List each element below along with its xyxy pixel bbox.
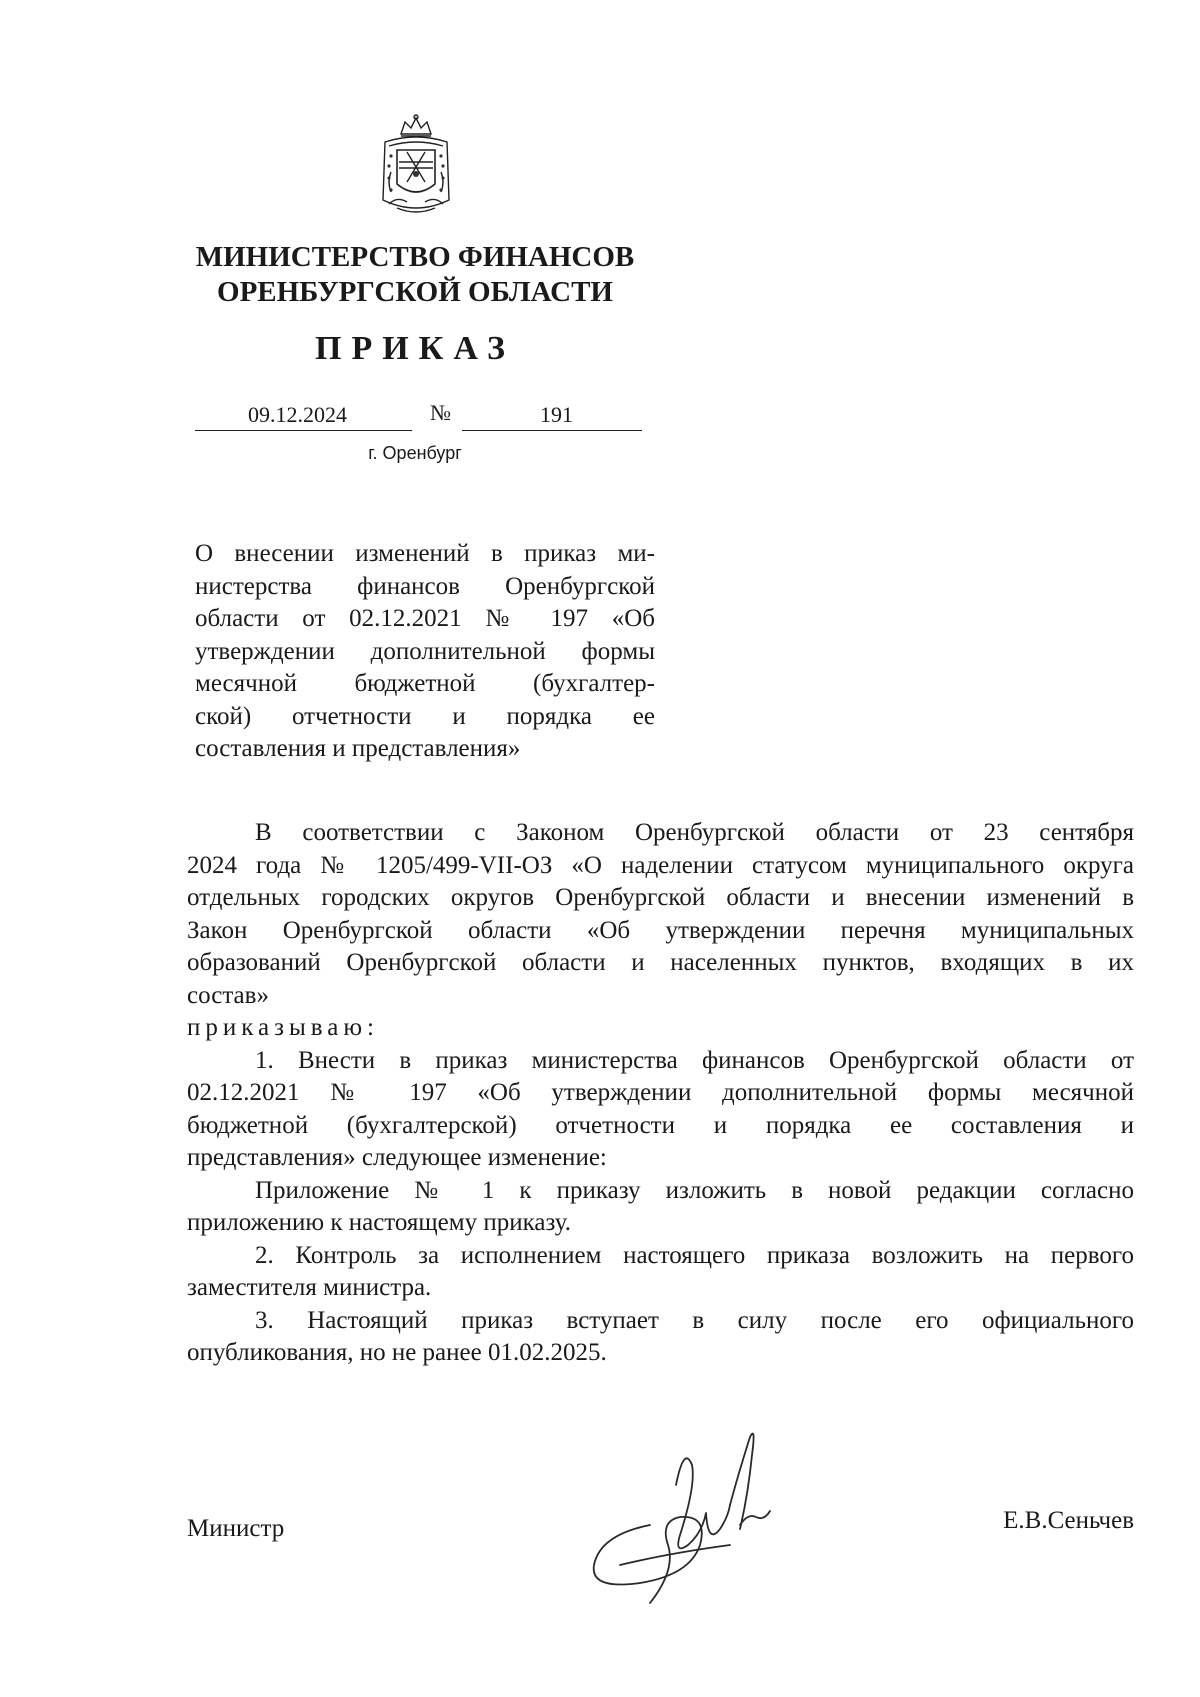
body-line: заместителя министра. bbox=[187, 1274, 432, 1301]
city: г. Оренбург bbox=[368, 443, 462, 463]
ministry-name bbox=[150, 240, 680, 310]
order-directive: приказываю: bbox=[187, 1014, 379, 1041]
order-body bbox=[187, 817, 1134, 1370]
subject-line: месячной бюджетной (бухгалтер- bbox=[195, 670, 655, 697]
ministry-line-1: МИНИСТЕРСТВО ФИНАНСОВ bbox=[195, 241, 635, 273]
body-line: Закон Оренбургской области «Об утверждении перечня муниципальных bbox=[187, 916, 1134, 944]
order-number: 191 bbox=[540, 402, 573, 427]
body-line: 3. Настоящий приказ вступает в силу после его официального bbox=[255, 1306, 1134, 1334]
subject-line: ской) отчетности и порядка ее bbox=[195, 702, 655, 730]
body-line: представления» следующее изменение: bbox=[187, 1144, 607, 1171]
order-date: 09.12.2024 bbox=[248, 402, 347, 427]
number-sign: № bbox=[430, 400, 451, 425]
number-underline bbox=[462, 430, 642, 431]
order-subject bbox=[195, 538, 655, 766]
body-line: 2. Контроль за исполнением настоящего приказа возложить на первого bbox=[255, 1241, 1134, 1269]
body-line: образований Оренбургской области и населенных пунктов, входящих в их bbox=[187, 949, 1134, 976]
body-line: состав» bbox=[187, 981, 269, 1009]
body-line: отдельных городских округов Оренбургской области и внесении изменений в bbox=[187, 884, 1134, 911]
coat-of-arms-emblem bbox=[377, 112, 455, 220]
body-line: 2024 года № 1205/499-VII-ОЗ «О наделении статусом муниципального округа bbox=[187, 851, 1134, 879]
signatory-name: Е.В.Сеньчев bbox=[1003, 1507, 1134, 1534]
body-line: 1. Внести в приказ министерства финансов Оренбургской области от bbox=[255, 1046, 1134, 1074]
body-line: Приложение № 1 к приказу изложить в новой редакции согласно bbox=[255, 1176, 1134, 1204]
subject-line: области от 02.12.2021 № 197 «Об bbox=[195, 605, 655, 632]
body-line: приложению к настоящему приказу. bbox=[187, 1209, 572, 1236]
signatory-title: Министр bbox=[187, 1515, 285, 1542]
subject-line: нистерства финансов Оренбургской bbox=[195, 572, 655, 600]
subject-line: утверждении дополнительной формы bbox=[195, 637, 655, 665]
body-line: 02.12.2021 № 197 «Об утверждении дополнительной формы месячной bbox=[187, 1079, 1134, 1106]
body-line: опубликования, но не ранее 01.02.2025. bbox=[187, 1339, 607, 1366]
subject-line: О внесении изменений в приказ ми- bbox=[195, 540, 655, 567]
body-line: В соответствии с Законом Оренбургской области от 23 сентября bbox=[255, 819, 1134, 846]
body-line: бюджетной (бухгалтерской) отчетности и порядка ее составления и bbox=[187, 1111, 1134, 1139]
document-type-title: ПРИКАЗ bbox=[315, 330, 515, 367]
subject-line: составления и представления» bbox=[195, 735, 521, 762]
handwritten-signature bbox=[580, 1425, 780, 1605]
ministry-line-2: ОРЕНБУРГСКОЙ ОБЛАСТИ bbox=[217, 276, 613, 308]
date-underline bbox=[195, 430, 412, 431]
